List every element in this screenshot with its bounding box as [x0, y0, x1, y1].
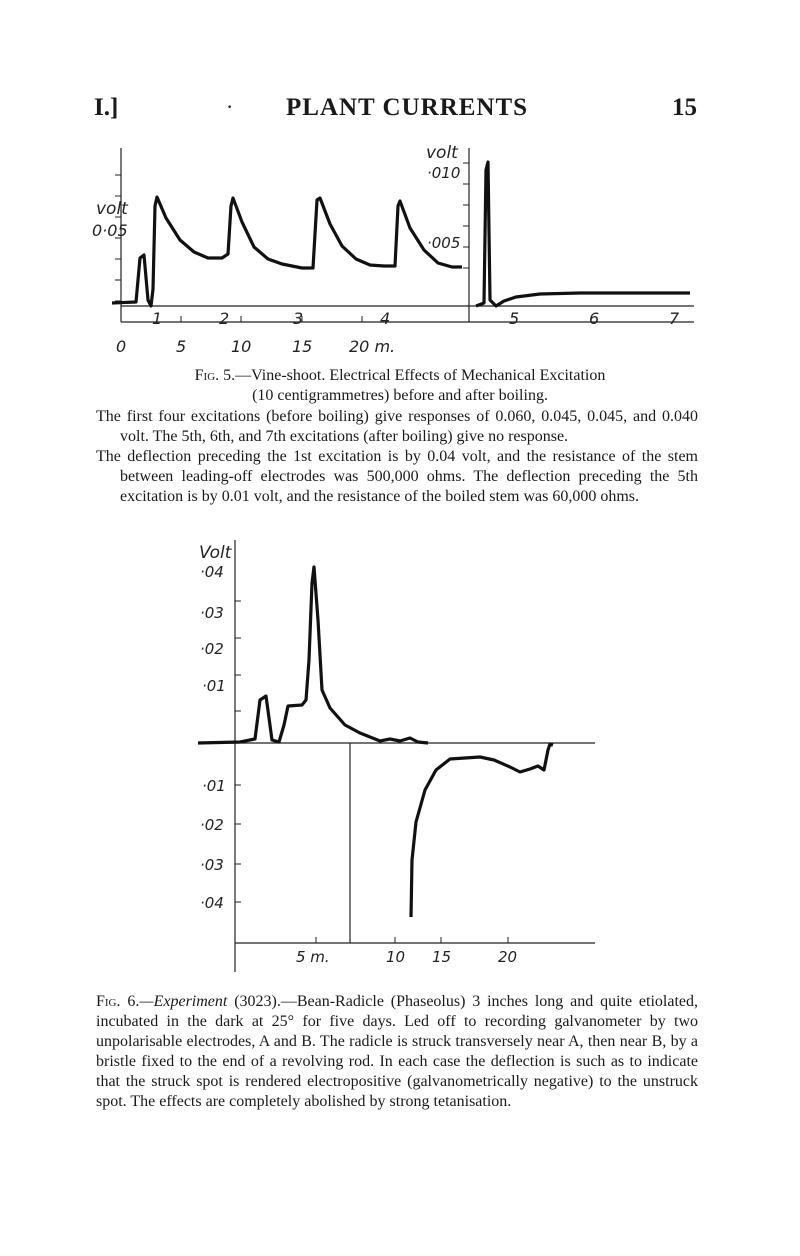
fig5-time-20: 20 m.	[349, 337, 396, 356]
header-dot: ·	[226, 94, 234, 119]
page-number: 15	[672, 94, 697, 121]
fig6-y-ticks	[235, 601, 241, 902]
fig6-ytick-l04: ·04	[200, 894, 224, 912]
fig6-x-ticks	[316, 937, 508, 943]
fig5-caption-line2: (10 centigrammetres) before and after boiling.	[252, 387, 548, 404]
fig5-right-tick-005: ·005	[427, 234, 461, 252]
fig5-time-10: 10	[231, 337, 252, 356]
fig6-caption-italic: —Experiment	[139, 993, 228, 1010]
fig5-exc-6: 6	[589, 309, 600, 328]
fig5-time-0: 0	[116, 337, 127, 356]
fig6-ytick-l03: ·03	[200, 856, 224, 874]
fig6-trace-b	[411, 744, 553, 917]
fig6-ytick-u04: ·04	[200, 563, 224, 581]
fig5-exc-1: 1	[152, 309, 163, 328]
fig6-caption-text: (3023).—Bean-Radicle (Phaseolus) 3 inches long and quite etiolated, incubated in the dark at 25° for five days. Led off to recording galvanometer by two unpolarisable electrodes, A and B. The radicle is struck transversely near A, then near B, by a bristle fixed to the end of a revolving rod. In each case the deflection is such as to indicate that the struck spot is rendered electropositive (galvanometrically negative) to the unstruck spot. The effects are completely abolished by strong tetanisation.	[96, 993, 698, 1110]
chapter-mark: I.]	[94, 94, 119, 121]
fig6-ytick-u03: ·03	[200, 604, 224, 622]
fig5-exc-2: 2	[219, 309, 230, 328]
fig5-exc-3: 3	[293, 309, 304, 328]
fig5-time-15: 15	[292, 337, 313, 356]
fig6-xtick-5: 5 m.	[296, 948, 330, 966]
figure-6-caption	[96, 992, 698, 1112]
fig5-right-axis-title: volt	[426, 143, 458, 163]
fig5-right-tick-010: ·010	[427, 164, 461, 182]
fig6-ytick-l02: ·02	[200, 816, 224, 834]
fig5-left-axis-title: volt	[96, 199, 128, 219]
fig6-ytick-l01: ·01	[202, 777, 226, 795]
fig5-left-axis-tick: 0·05	[92, 221, 128, 240]
fig6-xtick-15: 15	[432, 948, 452, 966]
fig5-exc-4: 4	[380, 309, 391, 328]
fig6-xtick-10: 10	[386, 948, 406, 966]
running-title: PLANT CURRENTS	[286, 94, 529, 121]
fig6-ytick-u02: ·02	[200, 640, 224, 658]
fig5-exc-7: 7	[669, 309, 680, 328]
fig5-exc-5: 5	[509, 309, 520, 328]
fig6-axis-title: Volt	[199, 543, 232, 563]
fig6-caption-label: Fig. 6.	[96, 993, 140, 1010]
fig5-caption-label: Fig. 5.	[194, 367, 236, 384]
paragraph-1: The first four excitations (before boiling) give responses of 0.060, 0.045, 0.045, and 0.040 volt. The 5th, 6th, and 7th excitations (after boiling) give no response.	[96, 408, 698, 445]
fig5-caption-text: —Vine-shoot. Electrical Effects of Mechanical Excitation	[235, 367, 606, 384]
fig6-xtick-20: 20	[498, 948, 518, 966]
paragraph-2: The deflection preceding the 1st excitation is by 0.04 volt, and the resistance of the stem between leading-off electrodes was 500,000 ohms. The deflection preceding the 5th excitation is by 0.01 volt, and the resistance of the boiled stem was 60,000 ohms.	[96, 448, 698, 505]
fig5-time-5: 5	[176, 337, 187, 356]
fig6-ytick-u01: ·01	[202, 677, 226, 695]
fig6-trace-a	[198, 567, 428, 743]
